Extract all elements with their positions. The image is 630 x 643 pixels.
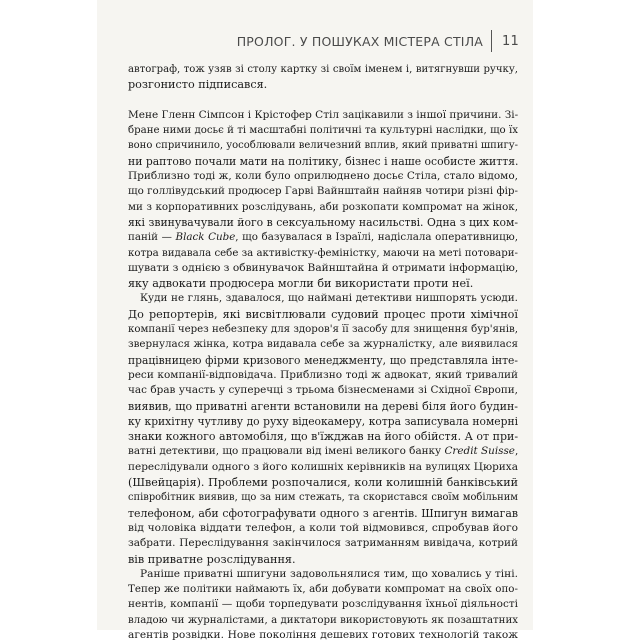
text-line: шувати з однією з обвинувачок Вайнштайна й отримати інформацію, <box>128 261 519 274</box>
text-line: (Швейцарія). Проблеми розпочалися, коли колишній банківський <box>128 476 518 490</box>
chapter-title: ПРОЛОГ. У ПОШУКАХ МІСТЕРА СТІЛА <box>236 33 484 49</box>
text-line: яку адвокати продюсера могли би використати проти неї. <box>128 277 474 291</box>
page-number: 11 <box>502 33 519 49</box>
text-line: вів приватне розслідування. <box>128 552 296 566</box>
text-line <box>128 444 518 459</box>
text-line: переслідували одного з його колишніх керівників на вулицях Цюриха <box>128 460 518 473</box>
text-line: Мене Гленн Сімпсон і Крістофер Стіл зацікавили з іншої причини. Зі- <box>128 108 519 121</box>
bank-name-italic: Credit Suisse <box>444 445 515 458</box>
text-line: знаки кожного автомобіля, що в'їжджав на його обійстя. А от при- <box>128 430 519 444</box>
text-line: телефоном, аби сфотографувати одного з агентів. Шпигун вимагав <box>128 506 518 520</box>
text-line: співробітник виявив, що за ним стежать, та скористався своїм мобільним <box>128 492 518 504</box>
text-line: воно спричинило, уособлювали величезний вплив, який приватні шпигу- <box>128 140 518 152</box>
text-line: котра видавала себе за активістку-феміністку, маючи на меті потовари- <box>128 247 518 259</box>
text-line: забрати. Переслідування закінчилося затриманням вивідача, котрий <box>128 537 518 550</box>
text-fragment: паній — <box>128 231 176 244</box>
text-line: час брав участь у суперечці з трьома бізнесменами зі Східної Європи, <box>128 384 518 397</box>
text-line: ку крихітну чутливу до руху відеокамеру, котра записувала номерні <box>128 414 518 428</box>
text-fragment: , що базувалася в Ізраїлі, надіслала оперативницю, <box>235 231 518 244</box>
text-line: бране ними досьє й ті масштабні політичні та культурні наслідки, що їх <box>128 125 518 137</box>
text-line: компанії через небезпеку для здоров'я її засобу для знищення бур'янів, <box>128 324 518 336</box>
text-line: звернулася жінка, котра видавала себе за журналістку, але виявилася <box>128 338 518 351</box>
text-line: Приблизно тоді ж, коли було оприлюднено досьє Стіла, стало відомо, <box>128 170 518 183</box>
text-line: виявив, що приватні агенти встановили на дереві біля його будин- <box>128 399 518 413</box>
body-text <box>128 62 518 643</box>
text-line: від чоловіка віддати телефон, а коли той відмовився, спробував його <box>128 521 518 534</box>
text-line: Тепер же політики наймають їх, аби добувати компромат на своїх опо- <box>128 583 518 596</box>
text-fragment: ватні детективи, що працювали від імені великого банку <box>128 445 445 458</box>
text-line: До репортерів, які висвітлювали судовий процес проти хімічної <box>128 307 518 321</box>
text-line: що голлівудський продюсер Гарві Вайнштайн найняв чотири різні фір- <box>128 185 518 198</box>
book-page <box>97 0 533 641</box>
text-line: нентів, компанії — щоби торпедувати розслідування їхньої діяльності <box>128 598 518 611</box>
text-line <box>128 230 518 245</box>
text-line: агентів розвідки. Нове покоління дешевих готових технологій також <box>128 628 518 641</box>
paragraph-gap <box>128 93 518 108</box>
text-line: Куди не глянь, здавалося, що наймані детективи нишпорять усюди. <box>140 292 518 305</box>
text-line: ми з корпоративних розслідувань, аби розкопати компромат на жінок, <box>128 200 518 213</box>
text-line: реси компанії-відповідача. Приблизно тоді ж адвокат, який тривалий <box>128 368 518 381</box>
text-line: Раніше приватні шпигуни задовольнялися тим, що ховались у тіні. <box>140 567 518 580</box>
text-line: автограф, тож узяв зі столу картку зі своїм іменем і, витягнувши ручку, <box>128 64 518 75</box>
running-head <box>237 30 519 52</box>
text-line: владою чи журналістами, а диктатори використовують як позаштатних <box>128 614 518 626</box>
text-line: розгонисто підписався. <box>128 78 268 92</box>
text-line: ни раптово почали мати на політику, бізнес і наше особисте життя. <box>128 154 519 168</box>
text-line: які звинувачували його в сексуальному насильстві. Одна з цих ком- <box>128 215 518 229</box>
text-fragment: , <box>514 445 519 458</box>
company-name-italic: Black Cube <box>175 231 236 244</box>
text-line: працівницею фірми кризового менеджменту, що представляла інте- <box>128 353 518 367</box>
